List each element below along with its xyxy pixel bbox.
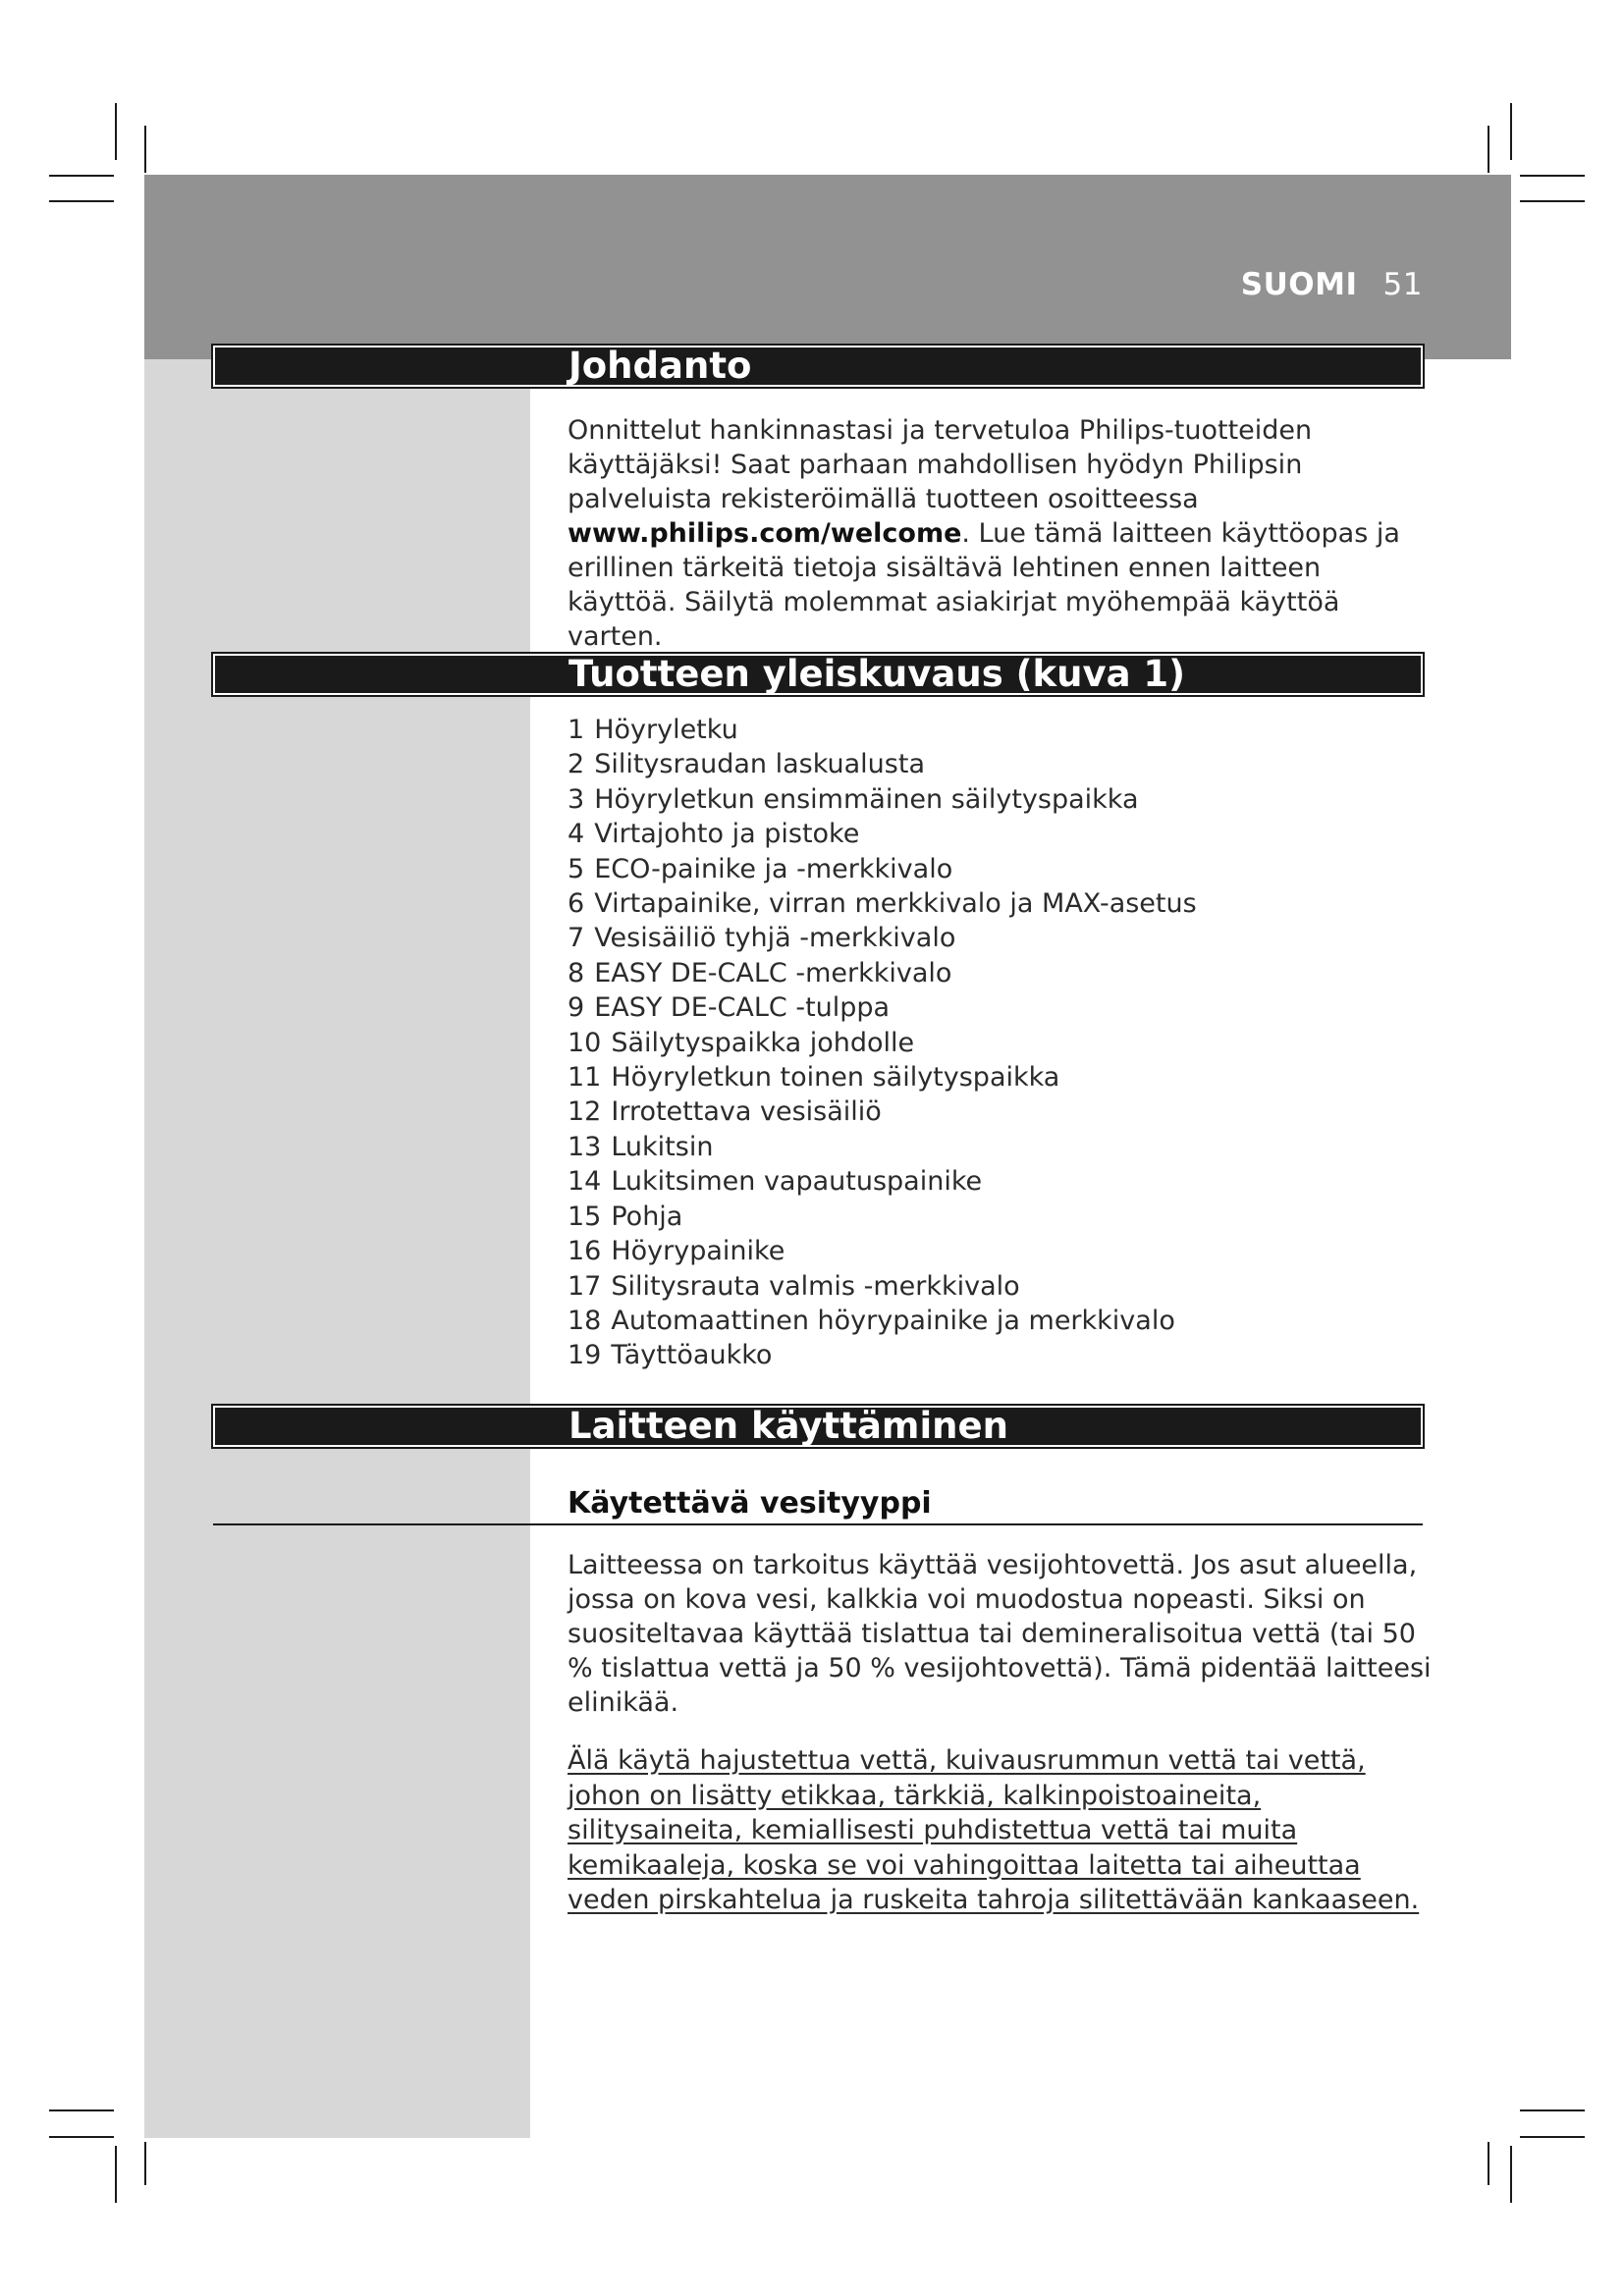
part-label: Virtajohto ja pistoke	[594, 819, 860, 850]
language-label: SUOMI	[1240, 267, 1358, 302]
parts-list-item	[568, 1338, 1432, 1372]
part-number: 16	[568, 1236, 602, 1267]
parts-list-item	[568, 817, 1432, 851]
part-number: 10	[568, 1027, 602, 1058]
part-label: Automaattinen höyrypainike ja merkkivalo	[611, 1305, 1175, 1336]
part-number: 6	[568, 888, 585, 920]
part-label: ECO-painike ja -merkkivalo	[594, 853, 953, 884]
parts-list-item	[568, 1026, 1432, 1060]
crop-mark	[1488, 2142, 1489, 2185]
parts-list-item	[568, 1269, 1432, 1304]
part-number: 2	[568, 749, 585, 780]
parts-list-item	[568, 1234, 1432, 1268]
part-label: Höyryletkun ensimmäinen säilytyspaikka	[594, 783, 1139, 815]
intro-text-end: . Lue tämä laitteen käyttöopas ja erillinen tärkeitä tietoja sisältävä lehtinen ennen laitteen käyttöä. Säilytä molemmat asiakirjat myöhempää käyttöä varten.	[568, 518, 1400, 652]
part-number: 4	[568, 819, 585, 850]
part-number: 18	[568, 1305, 602, 1336]
part-number: 17	[568, 1270, 602, 1302]
part-label: EASY DE-CALC -tulppa	[594, 992, 891, 1024]
part-number: 8	[568, 957, 585, 988]
part-label: Höyryletkun toinen säilytyspaikka	[611, 1062, 1060, 1094]
part-number: 14	[568, 1166, 602, 1198]
parts-list-item	[568, 713, 1432, 747]
crop-mark	[115, 103, 117, 160]
parts-list-item	[568, 747, 1432, 781]
crop-mark	[115, 2146, 117, 2203]
crop-mark	[1510, 103, 1512, 160]
part-label: Lukitsin	[611, 1131, 714, 1162]
crop-mark	[49, 200, 114, 202]
part-label: Vesisäiliö tyhjä -merkkivalo	[594, 923, 956, 954]
water-warning-text: Älä käytä hajustettua vettä, kuivausrummun vettä tai vettä, johon on lisätty etikkaa, tärkkiä, kalkinpoistoaineita, silitysaineita, kemiallisesti puhdistettua vettä tai muita kemikaaleja, koska se voi vahingoittaa laitetta tai aiheuttaa veden pirskahtelua ja ruskeita tahroja silitettävään kankaaseen.	[568, 1745, 1420, 1915]
part-number: 7	[568, 923, 585, 954]
parts-list-item	[568, 1060, 1432, 1095]
section-heading-product-overview	[213, 654, 1423, 695]
part-number: 5	[568, 853, 585, 884]
margin-band	[144, 359, 530, 2138]
part-label: Lukitsimen vapautuspainike	[611, 1166, 983, 1198]
intro-text-start: Onnittelut hankinnastasi ja tervetuloa Philips-tuotteiden käyttäjäksi! Saat parhaan mahdollisen hyödyn Philipsin palveluista rekisteröimällä tuotteen osoitteessa	[568, 415, 1313, 514]
parts-list-item	[568, 1200, 1432, 1234]
water-paragraph: Laitteessa on tarkoitus käyttää vesijohtovettä. Jos asut alueella, jossa on kova vesi, kalkkia voi muodostua nopeasti. Siksi on suositeltavaa käyttää tislattua tai demineralisoitua vettä (tai 50 % tislattua vettä ja 50 % vesijohtovettä). Tämä pidentää laitteesi elinikää.	[568, 1550, 1432, 1718]
part-number: 15	[568, 1201, 602, 1232]
parts-list-item	[568, 886, 1432, 921]
parts-list-item	[568, 990, 1432, 1025]
crop-mark	[144, 2142, 146, 2185]
crop-mark	[1520, 175, 1585, 177]
parts-list-item	[568, 782, 1432, 817]
parts-list-item	[568, 1095, 1432, 1129]
crop-mark	[1520, 200, 1585, 202]
section-title: Tuotteen yleiskuvaus (kuva 1)	[568, 653, 1186, 695]
page-number: 51	[1382, 267, 1423, 302]
part-number: 19	[568, 1340, 602, 1371]
parts-list-item	[568, 1304, 1432, 1338]
crop-mark	[1488, 126, 1489, 173]
part-label: Höyryletku	[594, 715, 738, 745]
parts-list-item	[568, 956, 1432, 990]
part-number: 12	[568, 1096, 602, 1128]
parts-list	[568, 713, 1432, 1373]
running-head	[1241, 267, 1423, 302]
part-label: Täyttöaukko	[611, 1340, 773, 1371]
section-heading-using-appliance	[213, 1406, 1423, 1447]
part-number: 3	[568, 783, 585, 815]
parts-list-item	[568, 852, 1432, 886]
part-label: EASY DE-CALC -merkkivalo	[594, 957, 952, 988]
section-title: Laitteen käyttäminen	[568, 1405, 1008, 1447]
parts-list-item	[568, 1130, 1432, 1164]
part-label: Pohja	[611, 1201, 683, 1232]
part-label: Silitysraudan laskualusta	[594, 749, 925, 780]
part-label: Säilytyspaikka johdolle	[611, 1027, 915, 1058]
crop-mark	[1520, 2136, 1585, 2138]
part-label: Irrotettava vesisäiliö	[611, 1096, 882, 1128]
part-number: 1	[568, 715, 585, 745]
part-number: 11	[568, 1062, 602, 1094]
crop-mark	[49, 2136, 114, 2138]
crop-mark	[49, 2109, 114, 2111]
crop-mark	[1520, 2109, 1585, 2111]
crop-mark	[144, 126, 146, 173]
water-type-heading: Käytettävä vesityyppi	[568, 1486, 932, 1521]
part-number: 9	[568, 992, 585, 1024]
subheading-rule	[213, 1523, 1423, 1525]
crop-mark	[1510, 2146, 1512, 2203]
part-label: Virtapainike, virran merkkivalo ja MAX-asetus	[594, 888, 1197, 920]
water-warning	[568, 1743, 1432, 1918]
parts-list-item	[568, 921, 1432, 955]
part-label: Höyrypainike	[611, 1236, 785, 1267]
part-number: 13	[568, 1131, 602, 1162]
section-title: Johdanto	[568, 345, 752, 387]
welcome-url: www.philips.com/welcome	[568, 518, 962, 549]
parts-list-item	[568, 1164, 1432, 1199]
crop-mark	[49, 175, 114, 177]
part-label: Silitysrauta valmis -merkkivalo	[611, 1270, 1020, 1302]
intro-paragraph	[568, 413, 1432, 654]
section-heading-johdanto	[213, 346, 1423, 387]
